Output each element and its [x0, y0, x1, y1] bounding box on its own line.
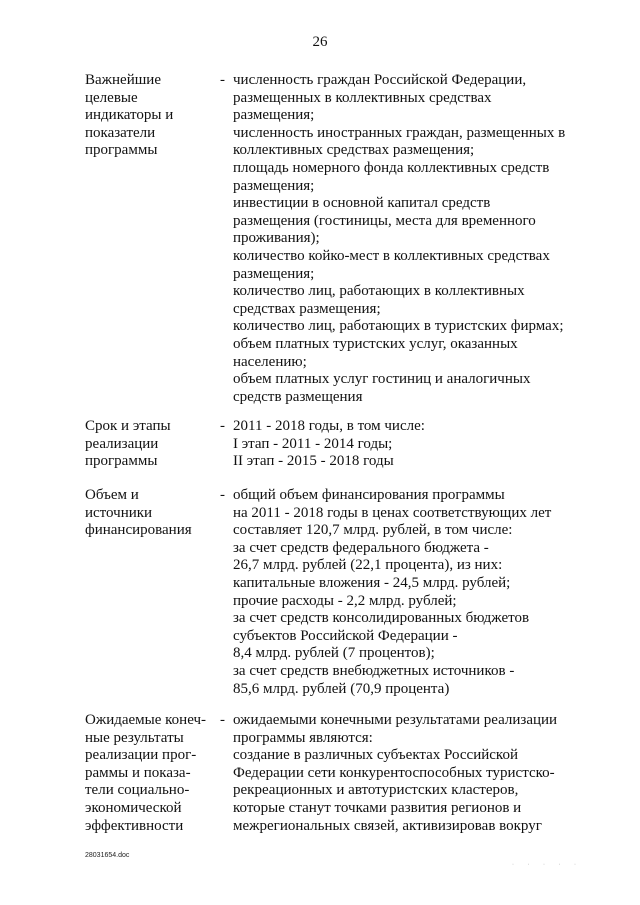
content-line: количество лиц, работающих в коллективных: [233, 283, 525, 300]
label-line: индикаторы и: [85, 107, 174, 124]
label-line: показатели: [85, 124, 156, 141]
label-line: Срок и этапы: [85, 418, 171, 434]
section-label: [85, 712, 205, 835]
content-line: проживания);: [233, 230, 320, 247]
content-line: общий объем финансирования программы: [233, 487, 505, 503]
label-line: тели социально-: [85, 782, 190, 799]
content-line: средств размещения: [233, 388, 363, 405]
label-line: ные результаты: [85, 729, 184, 746]
section-dash: -: [220, 487, 225, 503]
section-content: [233, 72, 578, 406]
content-line: населению;: [233, 353, 307, 370]
label-line: Объем и: [85, 487, 139, 503]
content-line: количество лиц, работающих в туристских фирмах;: [233, 318, 564, 335]
section-dash: -: [220, 418, 225, 434]
label-line: экономической: [85, 799, 182, 816]
content-line: ожидаемыми конечными результатами реализации: [233, 712, 558, 728]
section-content: [233, 487, 578, 698]
content-line: средствах размещения;: [233, 300, 381, 317]
section-label: [85, 72, 205, 160]
content-line: инвестиции в основной капитал средств: [233, 195, 491, 212]
content-line: Федерации сети конкурентоспособных туристско-: [233, 764, 555, 781]
content-line: размещения;: [233, 177, 315, 194]
content-line: прочие расходы - 2,2 млрд. рублей;: [233, 592, 457, 609]
content-line: количество койко-мест в коллективных средствах: [233, 247, 550, 264]
document-filename: 28031654.doc: [85, 852, 130, 859]
section-content: [233, 418, 578, 471]
content-line: размещенных в коллективных средствах: [233, 89, 492, 106]
content-line: 26,7 млрд. рублей (22,1 процента), из них:: [233, 557, 503, 574]
content-line: коллективных средствах размещения;: [233, 142, 475, 159]
content-line: площадь номерного фонда коллективных средств: [233, 159, 550, 176]
content-line: за счет средств консолидированных бюджетов: [233, 610, 530, 627]
content-line: объем платных туристских услуг, оказанных: [233, 335, 518, 352]
content-line: субъектов Российской Федерации -: [233, 627, 458, 644]
content-line: I этап - 2011 - 2014 годы;: [233, 435, 393, 452]
label-line: реализации прог-: [85, 747, 197, 764]
content-line: размещения (гостиницы, места для временного: [233, 212, 536, 229]
section-label: [85, 487, 205, 540]
label-line: Ожидаемые конеч-: [85, 712, 207, 728]
content-line: на 2011 - 2018 годы в ценах соответствующих лет: [233, 504, 552, 521]
content-line: программы являются:: [233, 729, 373, 746]
label-line: финансирования: [85, 522, 192, 539]
content-line: численность иностранных граждан, размещенных в: [233, 124, 566, 141]
content-line: размещения;: [233, 107, 315, 124]
content-line: за счет средств федерального бюджета -: [233, 539, 489, 556]
label-line: программы: [85, 142, 158, 159]
content-line: капитальные вложения - 24,5 млрд. рублей;: [233, 574, 511, 591]
content-line: 2011 - 2018 годы, в том числе:: [233, 418, 425, 434]
content-line: размещения;: [233, 265, 315, 282]
label-line: Важнейшие: [85, 72, 161, 88]
section-dash: -: [220, 72, 225, 88]
content-line: численность граждан Российской Федерации,: [233, 72, 527, 88]
label-line: реализации: [85, 435, 159, 452]
content-line: рекреационных и автотуристских кластеров,: [233, 782, 519, 799]
content-line: которые станут точками развития регионов и: [233, 799, 522, 816]
label-line: раммы и показа-: [85, 764, 191, 781]
section-label: [85, 418, 205, 471]
page-number: 26: [312, 34, 328, 50]
content-line: объем платных услуг гостиниц и аналогичных: [233, 371, 531, 388]
label-line: источники: [85, 504, 153, 521]
section-dash: -: [220, 712, 225, 728]
section-content: [233, 712, 578, 835]
label-line: эффективности: [85, 817, 184, 834]
label-line: программы: [85, 453, 158, 470]
content-line: за счет средств внебюджетных источников -: [233, 662, 515, 679]
content-line: составляет 120,7 млрд. рублей, в том числе:: [233, 522, 513, 539]
content-line: межрегиональных связей, активизировав вокруг: [233, 817, 542, 834]
content-line: II этап - 2015 - 2018 годы: [233, 453, 394, 470]
scan-specks: · · · · ·: [512, 862, 582, 868]
content-line: 8,4 млрд. рублей (7 процентов);: [233, 645, 435, 662]
label-line: целевые: [85, 89, 138, 106]
content-line: создание в различных субъектах Российской: [233, 747, 518, 764]
content-line: 85,6 млрд. рублей (70,9 процента): [233, 680, 450, 697]
